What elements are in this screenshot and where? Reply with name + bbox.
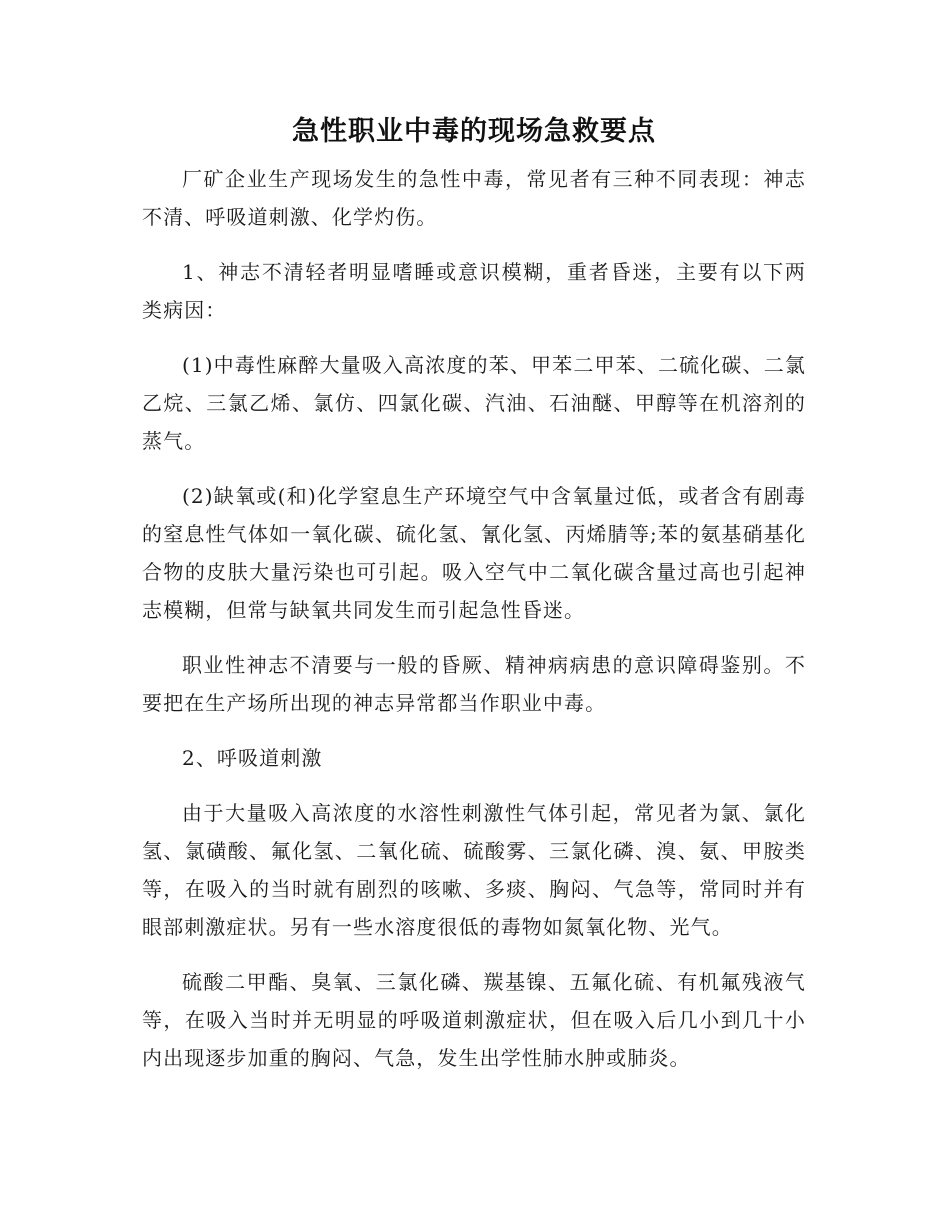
paragraph-delayed: 硫酸二甲酯、臭氧、三氯化磷、羰基镍、五氟化硫、有机氟残液气等，在吸入当时并无明显的呼吸道刺激症状，但在吸入后几小到几十小内出现逐步加重的胸闷、气急，发生出学性肺水肿或肺炎。	[142, 970, 806, 1070]
document-title: 急性职业中毒的现场急救要点	[292, 116, 656, 147]
paragraph-cause-2: (2)缺氧或(和)化学窒息生产环境空气中含氧量过低，或者含有剧毒的窒息性气体如一氧化碳、硫化氢、氰化氢、丙烯腈等;苯的氨基硝基化合物的皮肤大量污染也可引起。吸入空气中二氧化碳含量过高也引起神志模糊，但常与缺氧共同发生而引起急性昏迷。	[142, 484, 806, 622]
paragraph-section-1: 1、神志不清轻者明显嗜睡或意识模糊，重者昏迷，主要有以下两类病因：	[142, 260, 806, 322]
paragraph-respiratory: 由于大量吸入高浓度的水溶性刺激性气体引起，常见者为氯、氯化氢、氯磺酸、氟化氢、二氧化硫、硫酸雾、三氯化磷、溴、氨、甲胺类等，在吸入的当时就有剧烈的咳嗽、多痰、胸闷、气急等，常同时并有眼部刺激症状。另有一些水溶度很低的毒物如氮氧化物、光气。	[142, 801, 806, 939]
paragraph-cause-1: (1)中毒性麻醉大量吸入高浓度的苯、甲苯二甲苯、二硫化碳、二氯乙烷、三氯乙烯、氯仿、四氯化碳、汽油、石油醚、甲醇等在机溶剂的蒸气。	[142, 353, 806, 453]
paragraph-intro: 厂矿企业生产现场发生的急性中毒，常见者有三种不同表现：神志不清、呼吸道刺激、化学灼伤。	[142, 167, 806, 229]
document-page	[142, 112, 806, 1094]
paragraph-section-2: 2、呼吸道刺激	[182, 746, 323, 770]
paragraph-differential: 职业性神志不清要与一般的昏厥、精神病病患的意识障碍鉴别。不要把在生产场所出现的神志异常都当作职业中毒。	[142, 653, 806, 715]
